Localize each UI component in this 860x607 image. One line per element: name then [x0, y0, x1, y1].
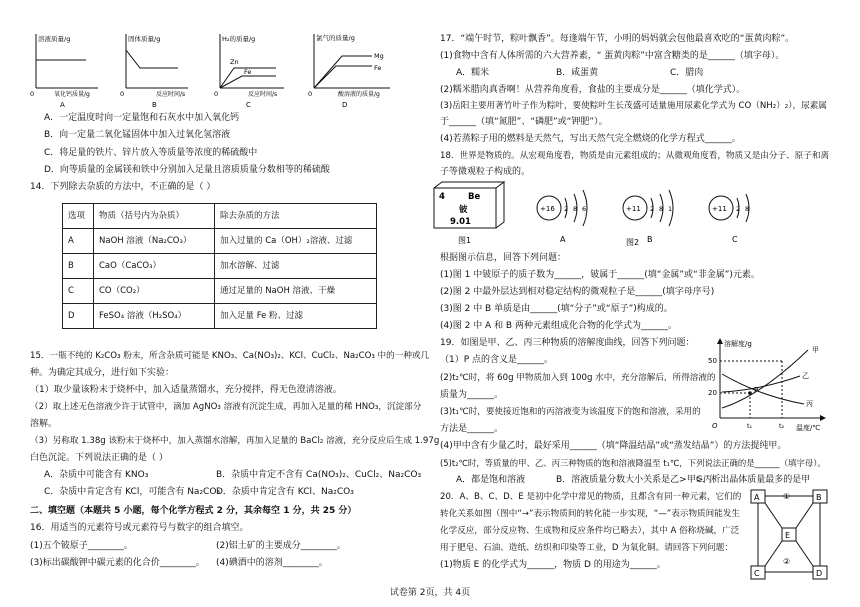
element-name: 铍 — [459, 205, 468, 215]
q19-item-5: (5)t₂℃时，等质量的甲、乙、丙三种物质的饱和溶液降温至 t₁℃，下列说法正确的是______（填字母）。 — [440, 458, 826, 468]
q17-item-1: (1)食物中含有人体所需的六大营养素，“ 蛋黄肉粽”中富含糖类的是______（填字母）。 — [440, 51, 785, 61]
graph-b-xlabel: 反应时间/s — [156, 91, 186, 98]
q17-item-2: (2)糯米腊肉真香啊！从营养角度看，食盐的主要成分是______（填化学式）。 — [440, 85, 746, 95]
graph-d — [306, 30, 396, 112]
q17-item-3: (3)岳阳主要用著竹叶子作为粽叶，要使粽叶生长茂盛可适量施用尿素化学式为 CO（NH₂）₂），尿素属 — [440, 101, 827, 111]
q14-table — [62, 203, 377, 329]
table-cell: CO（CO₂） — [94, 279, 215, 304]
series-yi-label: 乙 — [802, 372, 809, 380]
point-p-label: P — [754, 386, 759, 394]
element-symbol: Be — [468, 192, 481, 202]
q16-item-4: (4)碘酒中的溶剂________。 — [216, 558, 328, 568]
svg-text:2: 2 — [650, 205, 655, 213]
q18-figure — [426, 180, 786, 248]
q18-stem-2: 子等微观粒子构成的。 — [440, 167, 531, 177]
table-cell: A — [63, 229, 94, 254]
q19-item-3: (3)t₁℃时，要使接近饱和的丙溶液变为该温度下的饱和溶液，采用的 — [440, 407, 701, 417]
table-cell: C — [63, 279, 94, 304]
q13-option-d: D．向等质量的金属镁和铁中分别加入足量且溶质质量分数相等的稀硫酸 — [44, 165, 330, 175]
node-a: A — [754, 493, 760, 502]
q20-line-3: 化学反应，部分反应物、生成物和反应条件均已略去），其中 A 俗称烧碱，广泛 — [440, 526, 740, 536]
svg-text:0: 0 — [308, 90, 313, 98]
table-row — [63, 229, 377, 254]
table-header — [63, 204, 377, 229]
svg-text:0: 0 — [30, 90, 35, 98]
q15-line-2: 种。为确定其成分，进行如下实验： — [30, 368, 175, 378]
mark-2: ② — [783, 557, 791, 566]
atom-b — [623, 190, 673, 244]
graph-c — [212, 30, 290, 112]
svg-text:+11: +11 — [712, 205, 727, 213]
svg-text:A: A — [560, 235, 566, 244]
node-e: E — [785, 531, 791, 540]
q18-stem-1: 18．世界是物质的。从宏观角度看，物质是由元素组成的；从微观角度看，物质又是由分子、原子和离 — [440, 151, 830, 161]
q17-option-c: C．腊肉 — [670, 68, 704, 78]
graph-a-ylabel: 溶液质量/g — [38, 35, 71, 43]
table-cell: 加入过量的 Ca（OH）₂溶液、过滤 — [215, 229, 377, 254]
q14-stem: 14．下列除去杂质的方法中，不正确的是（ ） — [30, 182, 216, 192]
q13-option-a: A．一定温度时向一定量饱和石灰水中加入氧化钙 — [44, 113, 240, 123]
table-row — [63, 304, 377, 329]
graph-c-series-fe: Fe — [244, 68, 252, 76]
fig1-label: 图1 — [458, 236, 472, 245]
q15-line-6: （3）另称取 1.38g 该粉末于烧杯中，加入蒸馏水溶解，再加入足量的 BaCl₂ 溶液，充分反应后生成 1.97g — [30, 436, 440, 446]
table-cell: B — [63, 254, 94, 279]
graph-a-letter: A — [60, 101, 65, 109]
mark-1: ① — [783, 492, 791, 501]
q16-item-2: (2)铝土矿的主要成分________。 — [216, 541, 346, 551]
element-number: 4 — [439, 192, 445, 202]
xtick-t2: t₂ — [779, 422, 785, 430]
q15-option-c: C．杂质中肯定含有 KCl，可能含有 Na₂CO₃ — [44, 487, 221, 497]
q19-item-1: （1）P 点的含义是______。 — [440, 355, 554, 365]
table-cell: D — [63, 304, 94, 329]
graph-d-series-mg: Mg — [374, 52, 384, 60]
svg-text:C: C — [732, 235, 738, 244]
graph-d-ylabel: 氯气的质量/g — [316, 34, 355, 42]
q15-option-a: A．杂质中可能含有 KNO₃ — [44, 470, 149, 480]
table-cell: CaO（CaCO₃） — [94, 254, 215, 279]
q19-item-4: (4)甲中含有少量乙时，最好采用______（填“降温结晶”或“蒸发结晶”）的方法提纯甲。 — [440, 441, 787, 451]
q15-option-d: D．杂质中肯定含有 KCl、Na₂CO₃ — [216, 487, 354, 497]
table-cell: 加水溶解、过滤 — [215, 254, 377, 279]
solubility-chart — [700, 336, 845, 436]
svg-text:0: 0 — [120, 90, 125, 98]
svg-text:2: 2 — [564, 205, 569, 213]
svg-text:+11: +11 — [626, 205, 641, 213]
xtick-t1: t₁ — [747, 422, 753, 430]
element-card — [434, 182, 504, 228]
table-cell: 通过足量的 NaOH 溶液、干燥 — [215, 279, 377, 304]
q15-option-b: B．杂质中肯定不含有 Ca(NO₃)₂、CuCl₂、Na₂CO₃ — [216, 470, 422, 480]
atom-c — [709, 194, 749, 244]
svg-text:8: 8 — [745, 205, 750, 213]
chart-xlabel: 温度/℃ — [796, 424, 821, 432]
header-cell: 除去杂质的方法 — [215, 204, 377, 229]
ytick-20: 20 — [708, 389, 717, 397]
page-footer: 试卷第 2页，共 4页 — [389, 588, 471, 598]
q18-line-1: 根据图示信息，回答下列问题： — [440, 253, 567, 263]
svg-text:8: 8 — [659, 205, 664, 213]
q19-option-c: C．析出晶体质量最多的是甲 — [696, 475, 811, 485]
graph-b-ylabel: 固体质量/g — [128, 35, 161, 43]
table-cell: 加入足量 Fe 粉、过滤 — [215, 304, 377, 329]
graph-b-letter: B — [152, 101, 157, 109]
q17-option-a: A．糯米 — [456, 68, 490, 78]
graph-a-xlabel: 氧化钙质量/g — [54, 91, 90, 98]
q17-item-4: (4)若蒸粽子用的燃料是天然气，写出天然气完全燃烧的化学方程式______。 — [440, 134, 741, 144]
q13-option-b: B．向一定量二氧化锰固体中加入过氧化氢溶液 — [44, 130, 231, 140]
table-row — [63, 254, 377, 279]
q19-stem: 19．如图是甲、乙、丙三种物质的溶解度曲线，回答下列问题： — [440, 338, 695, 348]
header-cell: 选项 — [63, 204, 94, 229]
q15-line-7: 白色沉淀。下列说法正确的是（ ） — [30, 453, 168, 463]
q16-item-3: (3)标出碳酸钾中碳元素的化合价________。 — [30, 558, 205, 568]
node-c: C — [754, 569, 760, 578]
q19-option-a: A．都是饱和溶液 — [456, 475, 526, 485]
graph-d-letter: D — [342, 101, 348, 109]
node-b: B — [816, 493, 822, 502]
q20-line-5: (1)物质 E 的化学式为______，物质 D 的用途为______。 — [440, 560, 666, 570]
graph-d-xlabel: 酸溶液的质量/g — [338, 91, 380, 98]
table-cell: FeSO₄ 溶液（H₂SO₄） — [94, 304, 215, 329]
graph-d-series-fe: Fe — [374, 64, 382, 72]
table-row — [63, 279, 377, 304]
q17-item-3-cont: 于______（填“氮肥”、“磷肥”或“钾肥”）。 — [440, 117, 608, 127]
fig2-label: 图2 — [626, 238, 640, 247]
series-bing-label: 丙 — [806, 400, 813, 408]
series-jia-label: 甲 — [812, 346, 819, 354]
q15-line-4: （2）取上述无色溶液少许于试管中，滴加 AgNO₃ 溶液有沉淀生成，再加入足量的稀 HNO₃，沉淀部分 — [30, 402, 422, 412]
q18-line-2: (1)图 1 中铍原子的质子数为______，铍属于______(填“金属”或“非金属”)元素。 — [440, 270, 760, 280]
graph-a — [28, 30, 103, 112]
q20-diagram — [745, 486, 833, 582]
q15-line-1: 15．一瓶不纯的 K₂CO₃ 粉末，所含杂质可能是 KNO₃、Ca(NO₃)₂、KCl、CuCl₂、Na₂CO₃ 中的一种或几 — [30, 351, 430, 361]
q18-line-4: (3)图 2 中 B 单质是由______(填“分子”或“原子”)构成的。 — [440, 304, 673, 314]
chart-ylabel: 溶解度/g — [724, 340, 752, 348]
svg-text:6: 6 — [582, 205, 587, 213]
q18-line-3: (2)图 2 中最外层达到相对稳定结构的微观粒子是______(填字母序号) — [440, 287, 715, 297]
q13-option-c: C．将足量的铁片、锌片放入等质量等浓度的稀硫酸中 — [44, 148, 258, 158]
graph-c-series-zn: Zn — [230, 58, 239, 66]
header-cell: 物质（括号内为杂质） — [94, 204, 215, 229]
graph-c-letter: C — [246, 101, 251, 109]
svg-text:0: 0 — [214, 90, 219, 98]
q15-line-5: 溶解。 — [30, 419, 58, 429]
element-mass: 9.01 — [450, 217, 471, 227]
q17-stem: 17．“端午时节，粽叶飘香”。每逢端午节，小明的妈妈就会包他最喜欢吃的“蛋黄肉粽”。 — [440, 34, 795, 44]
q19-item-2-cont: 质量为______。 — [440, 390, 504, 400]
ytick-50: 50 — [708, 357, 717, 365]
graph-c-xlabel: 反应时间/s — [248, 91, 278, 98]
q15-line-3: （1）取少量该粉末于烧杯中，加入适量蒸馏水，充分搅拌，得无色澄清溶液。 — [30, 385, 342, 395]
q20-line-2: 转化关系如图（图中“→”表示物质间的转化能一步实现，“—”表示物质间能发生 — [440, 509, 741, 519]
q18-line-5: (4)图 2 中 A 和 B 两种元素组成化合物的化学式为______。 — [440, 321, 677, 331]
svg-text:2: 2 — [736, 205, 741, 213]
q20-line-1: 20．A、B、C、D、E 是初中化学中常见的物质，且都含有同一种元素，它们的 — [440, 492, 742, 502]
q19-item-3-cont: 方法是______。 — [440, 424, 504, 434]
table-cell: NaOH 溶液（Na₂CO₃） — [94, 229, 215, 254]
q17-option-b: B．咸蛋黄 — [556, 68, 599, 78]
svg-text:1: 1 — [668, 205, 673, 213]
svg-text:8: 8 — [573, 205, 578, 213]
node-d: D — [816, 569, 823, 578]
svg-text:B: B — [647, 235, 653, 244]
svg-text:+16: +16 — [540, 205, 555, 213]
q16-item-1: (1)五个铍原子________。 — [30, 541, 133, 551]
q16-stem: 16．用适当的元素符号或元素符号与数字的组合填空。 — [30, 523, 249, 533]
series-jia — [722, 350, 808, 408]
q20-line-4: 用于肥皂、石油、造纸、纺织和印染等工业，D 为氧化铜。请回答下列问题： — [440, 543, 733, 553]
q19-option-b: B．溶液质量分数大小关系是乙>甲>丙 — [556, 475, 713, 485]
atom-a — [537, 190, 587, 244]
graph-b — [118, 30, 193, 112]
chart-origin: O — [712, 422, 718, 430]
graph-c-ylabel: H₂的质量/g — [222, 35, 256, 43]
point-p — [748, 391, 752, 395]
section-2-title: 二、填空题（本题共 5 小题，每个化学方程式 2 分，其余每空 1 分，共 25 分） — [30, 506, 357, 516]
q19-item-2: (2)t₂℃时，将 60g 甲物质加入到 100g 水中，充分溶解后，所得溶液的 — [440, 373, 716, 383]
series-yi — [722, 376, 800, 392]
